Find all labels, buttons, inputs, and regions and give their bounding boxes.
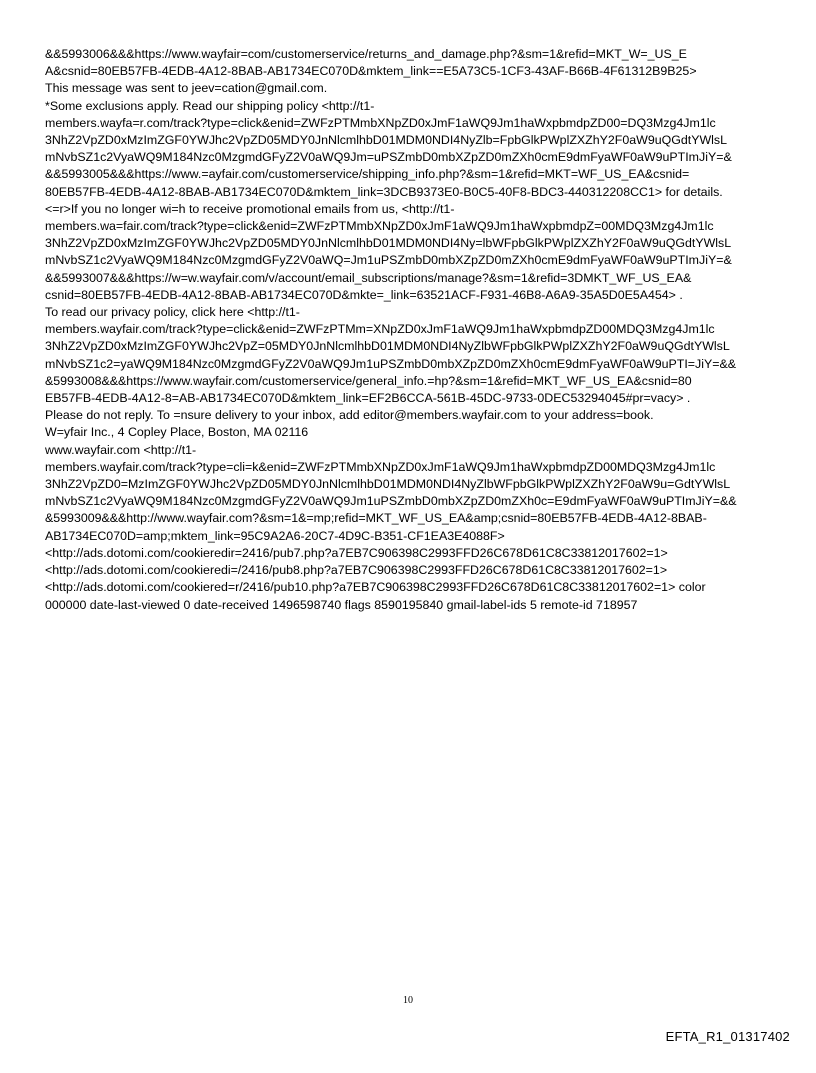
text-line: 3NhZ2VpZD0xMzImZGF0YWJhc2VpZ=05MDY0JnNlcmlhbD01MDM0NDI4NyZlbWFpbGlkPWplZXZhY2F0aW9uQGdtYWlsL <box>45 339 730 354</box>
text-line: &5993008&&&https://www.wayfair.com/customerservice/general_info.=hp?&sm=1&refid=MKT_WF_US_EA&csnid=80 <box>45 373 692 388</box>
text-line: mNvbSZ1c2VyaWQ9M184Nzc0MzgmdGFyZ2V0aWQ9Jm1uPSZmbD0mbXZpZD0mZXh0c=E9dmFyaWF0aW9uPTImJiY=&& <box>45 494 737 509</box>
text-line: members.wayfair.com/track?type=click&enid=ZWFzPTMm=XNpZD0xJmF1aWQ9Jm1haWxpbmdpZD00MDQ3Mzg4Jm1lc <box>45 322 715 337</box>
text-line: mNvbSZ1c2VyaWQ9M184Nzc0MzgmdGFyZ2V0aWQ9Jm=uPSZmbD0mbXZpZD0mZXh0cmE9dmFyaWF0aW9uPTImJiY=& <box>45 150 732 165</box>
text-line: <http://ads.dotomi.com/cookiered=r/2416/pub10.php?a7EB7C906398C2993FFD26C678D61C8C33812017602=1> color <box>45 580 706 595</box>
text-line: 80EB57FB-4EDB-4A12-8BAB-AB1734EC070D&mktem_link=3DCB9373E0-B0C5-40F8-BDC3-440312208CC1> for details. <box>45 184 723 199</box>
text-line: members.wayfa=r.com/track?type=click&enid=ZWFzPTMmbXNpZD0xJmF1aWQ9Jm1haWxpbmdpZD00=DQ3Mzg4Jm1lc <box>45 115 716 130</box>
text-line: This message was sent to jeev=cation@gmail.com. <box>45 81 328 96</box>
text-line: Please do not reply. To =nsure delivery to your inbox, add editor@members.wayfair.com to your address=book. <box>45 408 654 423</box>
email-body-text <box>45 46 780 614</box>
text-line: www.wayfair.com <http://t1- <box>45 442 197 457</box>
text-line: 3NhZ2VpZD0=MzImZGF0YWJhc2VpZD05MDY0JnNlcmlhbD01MDM0NDI4NyZlbWFpbGlkPWplZXZhY2F0aW9u=GdtYWlsL <box>45 477 731 492</box>
text-line: 000000 date-last-viewed 0 date-received 1496598740 flags 8590195840 gmail-label-ids 5 remote-id 718957 <box>45 597 638 612</box>
text-line: W=yfair Inc., 4 Copley Place, Boston, MA 02116 <box>45 425 309 440</box>
text-line: <=r>If you no longer wi=h to receive promotional emails from us, <http://t1- <box>45 201 455 216</box>
text-line: &5993009&&&http://www.wayfair.com?&sm=1&=mp;refid=MKT_WF_US_EA&amp;csnid=80EB57FB-4EDB-4A12-8BAB- <box>45 511 707 526</box>
text-line: 3NhZ2VpZD0xMzImZGF0YWJhc2VpZD05MDY0JnNlcmlhbD01MDM0NDI4Ny=lbWFpbGlkPWplZXZhY2F0aW9uQGdtYWlsL <box>45 236 732 251</box>
text-line: AB1734EC070D=amp;mktem_link=95C9A2A6-20C7-4D9C-B351-CF1EA3E4088F> <box>45 528 505 543</box>
text-line: members.wa=fair.com/track?type=click&enid=ZWFzPTMmbXNpZD0xJmF1aWQ9Jm1haWxpbmdpZ=00MDQ3Mzg4Jm1lc <box>45 219 714 234</box>
text-line: EB57FB-4EDB-4A12-8=AB-AB1734EC070D&mktem_link=EF2B6CCA-561B-45DC-9733-0DEC53294045#pr=vacy> . <box>45 391 691 406</box>
text-line: To read our privacy policy, click here <http://t1- <box>45 305 300 320</box>
page-number: 10 <box>403 995 413 1006</box>
text-line: &&5993005&&&https://www.=ayfair.com/customerservice/shipping_info.php?&sm=1&refid=MKT=WF_US_EA&csnid= <box>45 167 690 182</box>
text-line: mNvbSZ1c2VyaWQ9M184Nzc0MzgmdGFyZ2V0aWQ=Jm1uPSZmbD0mbXZpZD0mZXh0cmE9dmFyaWF0aW9uPTImJiY=& <box>45 253 732 268</box>
text-line: 3NhZ2VpZD0xMzImZGF0YWJhc2VpZD05MDY0JnNlcmlhbD01MDM0NDI4NyZlb=FpbGlkPWplZXZhY2F0aW9uQGdtYWlsL <box>45 133 728 148</box>
text-line: csnid=80EB57FB-4EDB-4A12-8BAB-AB1734EC070D&mkte=_link=63521ACF-F931-46B8-A6A9-35A5D0E5A454> . <box>45 287 683 302</box>
text-line: mNvbSZ1c2=yaWQ9M184Nzc0MzgmdGFyZ2V0aWQ9Jm1uPSZmbD0mbXZpZD0mZXh0cmE9dmFyaWF0aW9uPTI=JiY=&& <box>45 356 736 371</box>
text-line: <http://ads.dotomi.com/cookieredi=/2416/pub8.php?a7EB7C906398C2993FFD26C678D61C8C33812017602=1> <box>45 563 668 578</box>
text-line: members.wayfair.com/track?type=cli=k&enid=ZWFzPTMmbXNpZD0xJmF1aWQ9Jm1haWxpbmdpZD00MDQ3Mzg4Jm1lc <box>45 459 716 474</box>
document-id: EFTA_R1_01317402 <box>665 1029 790 1044</box>
text-line: &&5993006&&&https://www.wayfair=com/customerservice/returns_and_damage.php?&sm=1&refid=MKT_W=_US_E <box>45 47 687 61</box>
text-line: &&5993007&&&https://w=w.wayfair.com/v/account/email_subscriptions/manage?&sm=1&refid=3DMKT_WF_US_EA& <box>45 270 692 285</box>
text-line: <http://ads.dotomi.com/cookieredir=2416/pub7.php?a7EB7C906398C2993FFD26C678D61C8C33812017602=1> <box>45 545 668 560</box>
text-line: A&csnid=80EB57FB-4EDB-4A12-8BAB-AB1734EC070D&mktem_link==E5A73C5-1CF3-43AF-B66B-4F61312B9B25> <box>45 64 697 79</box>
text-line: *Some exclusions apply. Read our shipping policy <http://t1- <box>45 98 375 113</box>
